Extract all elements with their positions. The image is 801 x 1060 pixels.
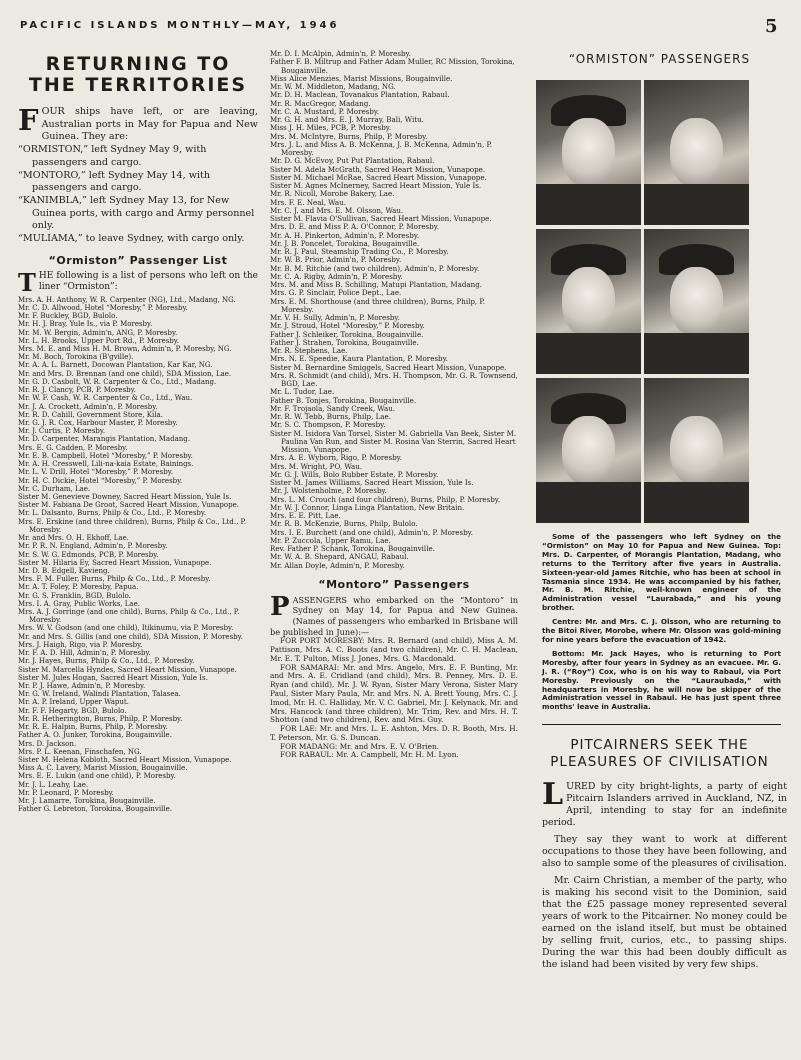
passenger-entry: Father F. B. Miltrup and Father Adam Muller, RC Mission, Torokina, Bougainville. [270, 57, 515, 75]
passenger-entry: Mrs. R. Schmidt (and child), Mrs. H. Thompson, Mr. G. R. Townsend, BGD, Lae. [270, 370, 518, 388]
article-paragraph: They say they want to work at different occupations to those they have been following, and also to sample some of the pleasures of civilisation. [542, 834, 787, 870]
passenger-entry: Mr. C. J. and Mrs. E. M. Olsson, Wau. [270, 205, 404, 215]
passenger-entry: Father J. Schleiker, Torokina, Bougainville. [270, 329, 424, 339]
passenger-entry: Mr. P. R. N. England, Admin'n, P. Moresby. [18, 542, 168, 551]
passenger-entry: Mrs. F. E. Neal, Wau. [270, 197, 346, 207]
passenger-entry: Mr. J. Lamarre, Torokina, Bougainville. [18, 797, 156, 806]
caption-paragraph: Some of the passengers who left Sydney on the “Ormiston” on May 10 for Papua and New Guinea. Top: Mrs. D. Carpenter, of Morangis Plantation, Madang, who returns to the Territory after five years in Australia. Sixteen-year-old James Ritchie, who has been at school in Tasmania since 1934. He was accompanied by his father, Mr. B. M. Ritchie, well-known engineer of the Administration vessel “Laurabada,” and his young brother. [542, 532, 781, 613]
passenger-entry: Rev. Father P. Schank, Torokina, Bougainville. [270, 544, 435, 553]
passenger-entry: Mrs. M. Wright, PO, Wau. [270, 461, 363, 471]
passenger-entry: Sister M. Isidora Van Torsel, Sister M. Gabriella Van Beek, Sister M. Paulina Van Run, and Sister M. Rosina Van Sterrin, Sacred Heart Mission, Vunapope. [270, 428, 517, 454]
passenger-entry: Mr. G. W. Ireland, Walindi Plantation, Talasea. [18, 690, 181, 699]
passenger-entry: Mrs. M. McIntyre, Burns, Philp, P. Moresby. [270, 131, 428, 141]
passenger-entry: Mr. D. G. McEvoy, Put Put Plantation, Rabaul. [270, 156, 435, 166]
caption-paragraph: Centre: Mr. and Mrs. C. J. Olsson, who are returning to the Bitoi River, Morobe, where Mr. Olsson was gold-mining for nine years before the evacuation of 1942. [542, 617, 781, 644]
passenger-entry: Miss J. H. Miles, PCB, P. Moresby. [270, 123, 392, 133]
passenger-entry: Mr. S. C. Thompson, P. Moresby. [270, 420, 386, 430]
passenger-entry: Mr. G. J. Wills, Bolo Rubber Estate, P. Moresby. [270, 469, 439, 479]
passenger-entry: Mr. W. J. Connor, Linga Linga Plantation, New Britain. [270, 502, 465, 512]
passenger-entry: Mr. Allan Doyle, Admin'n, P. Moresby. [270, 560, 405, 570]
passenger-entry: Miss Alice Menzies, Marist Missions, Bougainville. [270, 73, 453, 83]
passenger-entry: Mr. A. H. Pinkerton, Admin'n, P. Moresby. [270, 230, 420, 240]
passenger-entry: Mr. V. H. Sully, Admin'n, P. Moresby. [270, 313, 400, 322]
passenger-entry: Mrs. I. A. Gray, Public Works, Lae. [18, 599, 140, 608]
passenger-entry: Mr. and Mrs. D. Brennan (and one child), SDA Mission, Lae. [18, 369, 232, 378]
passenger-entry: Mr. J. Stroud, Hotel “Moresby,” P. Moresby. [270, 321, 425, 331]
passenger-entry: Sister M. Bernardine Smiggels, Sacred Heart Mission, Vunapope. [270, 362, 507, 372]
passenger-entry: Sister M. Adela McGrath, Sacred Heart Mission, Vunapope. [270, 164, 486, 174]
passenger-entry: Mr. J. Hayes, Burns, Philp & Co., Ltd., P. Moresby. [18, 657, 195, 666]
photo [644, 378, 749, 523]
passenger-entry: Mr. G. H. and Mrs. E. J. Murray, Bali, Witu. [270, 115, 424, 124]
passenger-entry: Mr. R. J. Paul, Steamship Trading Co., P. Moresby. [270, 247, 449, 256]
photo [536, 80, 641, 225]
passenger-entry: Mr. L. Dalsanto, Burns, Philp & Co., Ltd., P. Moresby. [18, 509, 207, 518]
drop-cap: T [18, 267, 36, 297]
ship-list [18, 144, 258, 246]
passenger-entry: Mr. J. Curtis, P. Moresby. [18, 427, 106, 436]
drop-cap: L [542, 777, 564, 813]
passenger-entry: Mr. and Mrs. O. H. Ekhoff, Lae. [18, 534, 129, 543]
photo-caption [542, 533, 781, 712]
montoro-intro-text: ASSENGERS who embarked on the “Montoro” in Sydney on May 14, for Papua and New Guinea. (Names of passengers who embarked in Brisbane will be published in June):— [270, 594, 518, 637]
section-heading: “Montoro” Passengers [318, 577, 470, 591]
article-paragraph: Mr. Cairn Christian, a member of the party, who is making his second visit to the Dominion, said that the £25 passage money represented several years of work to the Pitcairner. No money could be earned on the island itself, but must be obtained by selling fruit, curios, etc., to passing ships. During the war this had been doubly difficult as the island had been visited by very few ships. [542, 875, 787, 971]
passenger-entry: Mr. D. H. Maclean, Tovanakus Plantation, Rabaul. [270, 90, 450, 100]
passenger-entry: Sister M. Genevieve Downey, Sacred Heart Mission, Yule Is. [18, 492, 232, 501]
passenger-entry: Mrs. G. P. Sinclair, Police Dept., Lae. [270, 288, 402, 298]
passenger-entry: Mr. R. Stephens, Lae. [270, 346, 348, 355]
list-intro [18, 267, 258, 297]
photo-section-heading: “ORMISTON” PASSENGERS [568, 52, 751, 66]
passenger-entry: Mr. F. F. Hegarty, BGD, Bulolo. [18, 706, 127, 715]
divider [542, 724, 781, 725]
passenger-entry: Mr. A. A. L. Barnett, Docowan Plantation, Kar Kar, NG. [18, 361, 213, 370]
passenger-entry: Mr. G. S. Franklin, BGD, Bulolo. [18, 591, 131, 600]
passenger-entry: Mr. M. W. Bergin, Admin'n, ANG, P. Moresby. [18, 328, 178, 337]
passenger-entry: Mrs. E. M. Shorthouse (and three children), Burns, Philp, P. Moresby. [270, 296, 485, 314]
drop-cap: P [270, 591, 290, 622]
passenger-entry: Mr. R. D. Cahill, Government Store, Kila. [18, 410, 163, 419]
passenger-entry: Mr. W. F. Cash, W. R. Carpenter & Co., Ltd., Wau. [18, 394, 193, 403]
passenger-entry: Miss A. C. Lavery, Marist Mission, Bougainville. [18, 764, 188, 773]
ship-item: “MULIAMA,” to leave Sydney, with cargo only. [18, 233, 245, 245]
passenger-entry: Mr. J. A. Crockett, Admin'n, P. Moresby. [18, 402, 158, 411]
photo-grid [536, 80, 787, 523]
column-1 [18, 52, 258, 814]
column-3 [532, 52, 787, 976]
passenger-entry: Sister M. Flavia O'Sullivan, Sacred Heart Mission, Vunapope. [270, 214, 492, 223]
passenger-entry: Mr. H. J. Bray, Yule Is., via P. Moresby. [18, 320, 153, 329]
passenger-entry: Father B. Tonjes, Torokina, Bougainville. [270, 395, 417, 405]
passenger-entry: Mr. W. B. Prior, Admin'n, P. Moresby. [270, 255, 402, 265]
page-number: 5 [765, 16, 778, 37]
passenger-entry: Mrs. N. E. Speedie, Kaura Plantation, P. Moresby. [270, 354, 448, 364]
passenger-entry: Mr. H. C. Dickie, Hotel “Moresby,” P. Moresby. [18, 476, 183, 485]
passenger-entry: Father A. O. Junker, Torokina, Bougainville. [18, 731, 172, 740]
passenger-entry: Father J. Strahen, Torokina, Bougainville. [270, 337, 419, 347]
passenger-entry: Mr. R. E. Halpin, Burns, Philp, P. Moresby. [18, 723, 168, 732]
passenger-entry: Mr. C. Durham, Lae. [18, 484, 91, 493]
passenger-entry: Mr. R. W. Tebb, Burns, Philp, Lae. [270, 412, 391, 421]
passenger-entry: Mrs. A. J. Gorringe (and one child), Burns, Philp & Co., Ltd., P. Moresby. [18, 608, 240, 625]
passenger-entry: Sister M. Fabiana De Groot, Sacred Heart Mission, Vunapope. [18, 501, 239, 510]
passenger-entry: Sister M. Michael McRae, Sacred Heart Mission, Vunapope. [270, 172, 487, 182]
column-2 [270, 50, 518, 760]
passenger-entry: Mr. A. T. Foley, P. Moresby, Papua. [18, 583, 139, 592]
passenger-entry: Mr. R. B. McKenzie, Burns, Philp, Bulolo. [270, 519, 418, 529]
passenger-entry: Mr. S. W. G. Edmonds, PCB, P. Moresby. [18, 550, 159, 559]
passenger-entry: Mr. P. Leonard, P. Moresby. [18, 788, 114, 797]
passenger-entry: Sister M. Jules Hogan, Sacred Heart Mission, Yule Is. [18, 673, 208, 682]
passenger-entry: Mrs. D. E. and Miss P. A. O'Connor, P. Moresby. [270, 222, 440, 232]
passenger-entry: Mr. D. I. McAlpin, Admin'n, P. Moresby. [270, 49, 411, 58]
headline: RETURNING TO THE TERRITORIES [28, 53, 248, 96]
passenger-entry: Mr. A. P. Ireland, Upper Waput. [18, 698, 129, 707]
passenger-list [18, 296, 258, 814]
passenger-entry: Mr. L. V. Drill, Hotel “Moresby,” P. Moresby. [18, 468, 173, 477]
passenger-entry: Mr. P. Zuccola, Upper Ramu, Lae. [270, 535, 391, 545]
photo [536, 229, 641, 374]
passenger-entry: Mr. G. J. R. Cox, Harbour Master, P. Moresby. [18, 419, 178, 428]
montoro-intro [270, 591, 518, 637]
lead-text: OUR ships have left, or are leaving, Australian ports in May for Papua and New Guinea. They are: [41, 106, 258, 143]
passenger-entry: Mr. L. H. Brooks, Upper Port Rd., P. Moresby. [18, 336, 180, 345]
passenger-entry: Sister M. Helena Kobloth, Sacred Heart Mission, Vunapope. [18, 755, 232, 764]
passenger-entry: Mr. D. Carpenter, Marangis Plantation, Madang. [18, 435, 190, 444]
running-title: PACIFIC ISLANDS MONTHLY—MAY, 1946 [20, 20, 340, 31]
passenger-entry: Mr. B. M. Ritchie (and two children), Admin'n, P. Moresby. [270, 263, 480, 273]
passenger-entry: Mr. P. J. Hawe, Admin'n, P. Moresby. [18, 682, 146, 691]
passenger-entry: Mr. L. Tudor, Lae. [270, 387, 335, 397]
drop-cap: F [18, 103, 39, 137]
passenger-entry: Mr. C. D. Allwood, Hotel “Moresby,” P. Moresby. [18, 303, 188, 312]
montoro-list [270, 637, 518, 760]
passenger-entry: Mrs. L. M. Crouch (and four children), Burns, Philp, P. Moresby. [270, 494, 501, 504]
passenger-entry: Mrs. D. Jackson. [18, 739, 77, 748]
passenger-entry: Mrs. P. L. Keenan, Finschafen, NG. [18, 747, 142, 756]
passenger-entry: Mr. M. Boch, Torokina (B'gville). [18, 353, 134, 362]
passenger-entry: Mrs. E. E. Lukin (and one child), P. Moresby. [18, 772, 176, 781]
passenger-entry: Mr. W. A. B. Shepard, ANGAU, Rabaul. [270, 552, 409, 562]
passenger-entry: Mr. R. Hetherington, Burns, Philp, P. Moresby. [18, 714, 183, 723]
passenger-entry: Mrs. J. L. and Miss A. B. McKenna, J. B. McKenna, Admin'n, P. Moresby. [270, 139, 493, 157]
photo [644, 80, 749, 225]
passenger-entry: Father G. Lebreton, Torokina, Bougainville. [18, 805, 172, 814]
article-body [542, 777, 787, 971]
passenger-entry: Mrs. F. M. Fuller, Burns, Philp & Co., Ltd., P. Moresby. [18, 575, 211, 584]
passenger-entry: Mr. D. B. Edgell, Kavieng. [18, 566, 110, 575]
passenger-entry: Mr. F. Trojaola, Sandy Creek, Wau. [270, 403, 396, 413]
lead-paragraph [18, 103, 258, 144]
passenger-entry: Mr. W. M. Middleton, Madang, NG. [270, 82, 396, 91]
caption-paragraph: Bottom: Mr. Jack Hayes, who is returning to Port Moresby, after four years in Sydney as an evacuee. Mr. G. J. R. (“Roy”) Cox, who is on his way to Rabaul, via Port Moresby. Previously on the “Lauraubada,” with headquarters in Moresby, he will now be skipper of the Administration vessel in Rabaul. He has just spent three months' leave in Australia. [542, 648, 781, 712]
passenger-entry: Mr. J. Wolstenholme, P. Moresby. [270, 486, 387, 496]
ship-item: “MONTORO,” left Sydney May 14, with passengers and cargo. [18, 169, 211, 194]
passenger-entry: Mrs. E. E. Pitt, Lae. [270, 511, 341, 520]
passenger-entry: Mr. E. B. Campbell, Hotel “Moresby,” P. Moresby. [18, 451, 193, 460]
passenger-entry: Mr. C. A. Rigby, Admin'n, P. Moresby. [270, 271, 403, 281]
passenger-entry: Mrs. J. Haigh, Rigo, via P. Moresby. [18, 640, 143, 649]
article-lead-text: URED by city bright-lights, a party of eight Pitcairn Islanders arrived in Auckland, NZ, in April, intending to stay for an indefinite period. [542, 781, 787, 829]
passenger-entry: Sister M. Marcella Hyndes, Sacred Heart Mission, Vunapope. [18, 665, 237, 674]
passenger-entry: Sister M. Hilaria Ey, Sacred Heart Mission, Vunapope. [18, 558, 212, 567]
passenger-entry: Mr. J. L. Leahy, Lae. [18, 780, 89, 789]
passenger-entry: Mrs. A. H. Anthony, W. R. Carpenter (NG), Ltd., Madang, NG. [18, 295, 236, 304]
passenger-entry: Mrs. I. E. Burchett (and one child), Admin'n, P. Moresby. [270, 527, 473, 537]
montoro-paragraph: FOR PORT MORESBY: Mrs. R. Bernard (and child), Miss A. M. Pattison, Mrs. A. C. Boots (and two children), Mr. C. H. Maclean, Mr. E. T. Pulton, Miss J. Jones, Mrs. G. Macdonald. [270, 636, 518, 663]
passenger-entry: Mr. F. Buckley, BGD, Bulolo. [18, 312, 118, 321]
passenger-entry: Sister M. Agnes McInerney, Sacred Heart Mission, Yule Is. [270, 181, 482, 190]
photo [536, 378, 641, 523]
passenger-entry: Mr. F. A. D. Hill, Admin'n, P. Moresby. [18, 649, 151, 658]
passenger-entry: Mrs. E. G. Cadden, P. Moresby. [18, 443, 128, 452]
passenger-entry: Mrs. M. and Miss B. Schilling, Matupi Plantation, Madang. [270, 280, 483, 289]
article-headline: PITCAIRNERS SEEK THE PLEASURES OF CIVILISATION [550, 737, 769, 771]
montoro-paragraph: FOR SAMARAI: Mr. and Mrs. Angelo, Mrs. E. F. Bunting, Mr. and Mrs. A. E. Cridland (and child), Mrs. B. Penney, Mrs. D. E. Ryan (and child), Mr. J. W. Ryan, Sister Mary Verona, Sister Mary Paul, Sister Mary Paula, Mr. and Mrs. N. A. Brett Young, Mrs. C. J. Imod, Mr. H. C. Halliday, Mr. V. C. Gabriel, Mr. J. Kelynack, Mr. and Mrs. Hancock (and three children), Mr. Trim, Rev. and Mrs. H. T. Shotton (and two children), Rev. and Mrs. Guy. [270, 662, 518, 725]
passenger-entry: Mrs. W. V. Godson (and one child), Itikinumu, via P. Moresby. [18, 624, 234, 633]
ship-item: “KANIMBLA,” left Sydney May 13, for New Guinea ports, with cargo and Army personnel only. [18, 194, 255, 232]
passenger-entry: Mr. A. H. Cresswell, Lili-na-kaia Estate, Bainings. [18, 460, 194, 469]
passenger-entry: Mr. and Mrs. S. Gillis (and one child), SDA Mission, P. Moresby. [18, 632, 243, 641]
passenger-entry: Mrs. E. Erskine (and three children), Burns, Philp & Co., Ltd., P. Moresby. [18, 517, 247, 534]
passenger-entry: Mr. J. B. Poncelet, Torokina, Bougainville. [270, 238, 420, 248]
passenger-entry: Mrs. A. E. Wyborn, Rigo, P. Moresby. [270, 453, 402, 463]
passenger-entry: Sister M. James Williams, Sacred Heart Mission, Yule Is. [270, 478, 474, 487]
passenger-entry: Mr. G. D. Casbolt, W. R. Carpenter & Co., Ltd., Madang. [18, 377, 217, 386]
passenger-list [270, 50, 518, 570]
ship-item: “ORMISTON,” left Sydney May 9, with passengers and cargo. [18, 144, 207, 168]
list-intro-text: HE following is a list of persons who left on the liner “Ormiston”: [38, 270, 258, 292]
montoro-paragraph: FOR RABAUL: Mr. A. Campbell, Mr. H. M. Lyon. [280, 750, 459, 760]
montoro-paragraph: FOR MADANG: Mr. and Mrs. E. V. O'Brien. [280, 741, 439, 751]
section-heading: “Ormiston” Passenger List [48, 253, 228, 267]
passenger-entry: Mr. R. MacGregor, Madang. [270, 98, 371, 108]
photo [644, 229, 749, 374]
montoro-paragraph: FOR LAE: Mr. and Mrs. L. E. Ashton, Mrs. D. R. Booth, Mrs. H. T. Peterson, Mr. G. S. Duncan. [270, 724, 518, 742]
passenger-entry: Mr. C. A. Mustard, P. Moresby. [270, 106, 380, 116]
passenger-entry: Mr. R. J. Clancy, PCB, P. Moresby. [18, 386, 136, 395]
article-paragraph [542, 777, 787, 829]
passenger-entry: Mrs. M. E. and Miss H. M. Brown, Admin'n, P. Moresby, NG. [18, 345, 232, 354]
passenger-entry: Mr. R. Nicoll, Morobe Bakery, Lae. [270, 189, 395, 199]
